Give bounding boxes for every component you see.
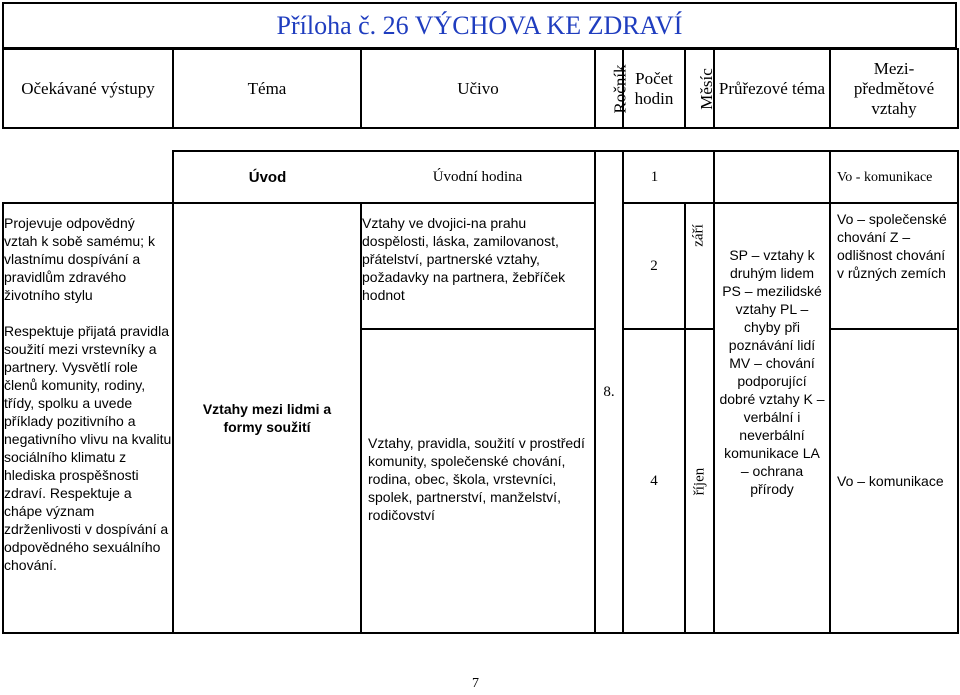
curriculum-2: Vztahy, pravidla, soužití v prostředí komunity, společenské chování, rodina, obec, škola, vrstevníci, spolek, partnerství, manželství, rodičovství [361, 329, 595, 633]
hours-1: 2 [623, 203, 685, 329]
hours-2: 4 [623, 329, 685, 633]
header-table [2, 48, 959, 129]
header-mesic-text: Měsíc [696, 67, 716, 110]
month-1: září [690, 224, 707, 247]
intro-tema: Úvod [173, 151, 361, 203]
header-mezipredmetove: Mezi-předmětové vztahy [830, 49, 958, 128]
intro-empty-prurezove [714, 151, 830, 203]
outcomes-text: Projevuje odpovědný vztah k sobě samému; k vlastnímu dospívání a pravidlům zdravého životního stylu [4, 215, 155, 303]
curriculum-1: Vztahy ve dvojici-na prahu dospělosti, láska, zamilovanost, přátelství, partnerské vztahy, požadavky na partnera, žebříček hodnot [361, 203, 595, 329]
intro-vztahy: Vo - komunikace [830, 151, 958, 203]
content-table [2, 150, 959, 634]
header-ucivo: Učivo [361, 49, 595, 128]
intro-ucivo: Úvodní hodina [361, 151, 595, 203]
intro-hodin: 1 [623, 151, 685, 203]
header-rocnik [595, 49, 630, 128]
month-2-cell [685, 329, 714, 633]
header-rocnik-text: Ročník [610, 63, 630, 114]
relations-1: Vo – společenské chování Z – odlišnost chování v různých zemích [830, 203, 958, 329]
page-title [2, 2, 957, 49]
header-tema: Téma [173, 49, 361, 128]
intro-empty-month [685, 151, 714, 203]
header-vystupy: Očekávané výstupy [3, 49, 173, 128]
header-prurezove: Průřezové téma [714, 49, 830, 128]
topic-cell: Vztahy mezi lidmi a formy soužití [173, 203, 361, 633]
relations-2: Vo – komunikace [830, 329, 958, 633]
outcomes-cell [3, 203, 173, 633]
grade-cell: 8. [595, 151, 623, 633]
intro-empty-cell [3, 151, 173, 203]
crosscutting-cell: SP – vztahy k druhým lidem PS – mezilidské vztahy PL – chyby při poznávání lidí MV – chování podporující dobré vztahy K – verbální i neverbální komunikace LA – ochrana přírody [714, 203, 830, 633]
header-mesic [685, 49, 714, 128]
title-text: Příloha č. 26 VÝCHOVA KE ZDRAVÍ [276, 10, 683, 40]
header-pocet-hodin: Počet hodin [623, 49, 685, 128]
month-2: říjen [691, 467, 708, 496]
month-1-cell [685, 203, 714, 329]
outcomes-text-2: Respektuje přijatá pravidla soužití mezi vrstevníky a partnery. Vysvětlí role členů komunity, rodiny, třídy, spolku a uvede příklady pozitivního a negativního vlivu na kvalitu sociálního klimatu z hlediska prospěšnosti zdraví. Respektuje a chápe význam zdrženlivosti v dospívání a odpovědného sexuálního chování. [4, 323, 172, 573]
page-number: 7 [472, 676, 479, 691]
